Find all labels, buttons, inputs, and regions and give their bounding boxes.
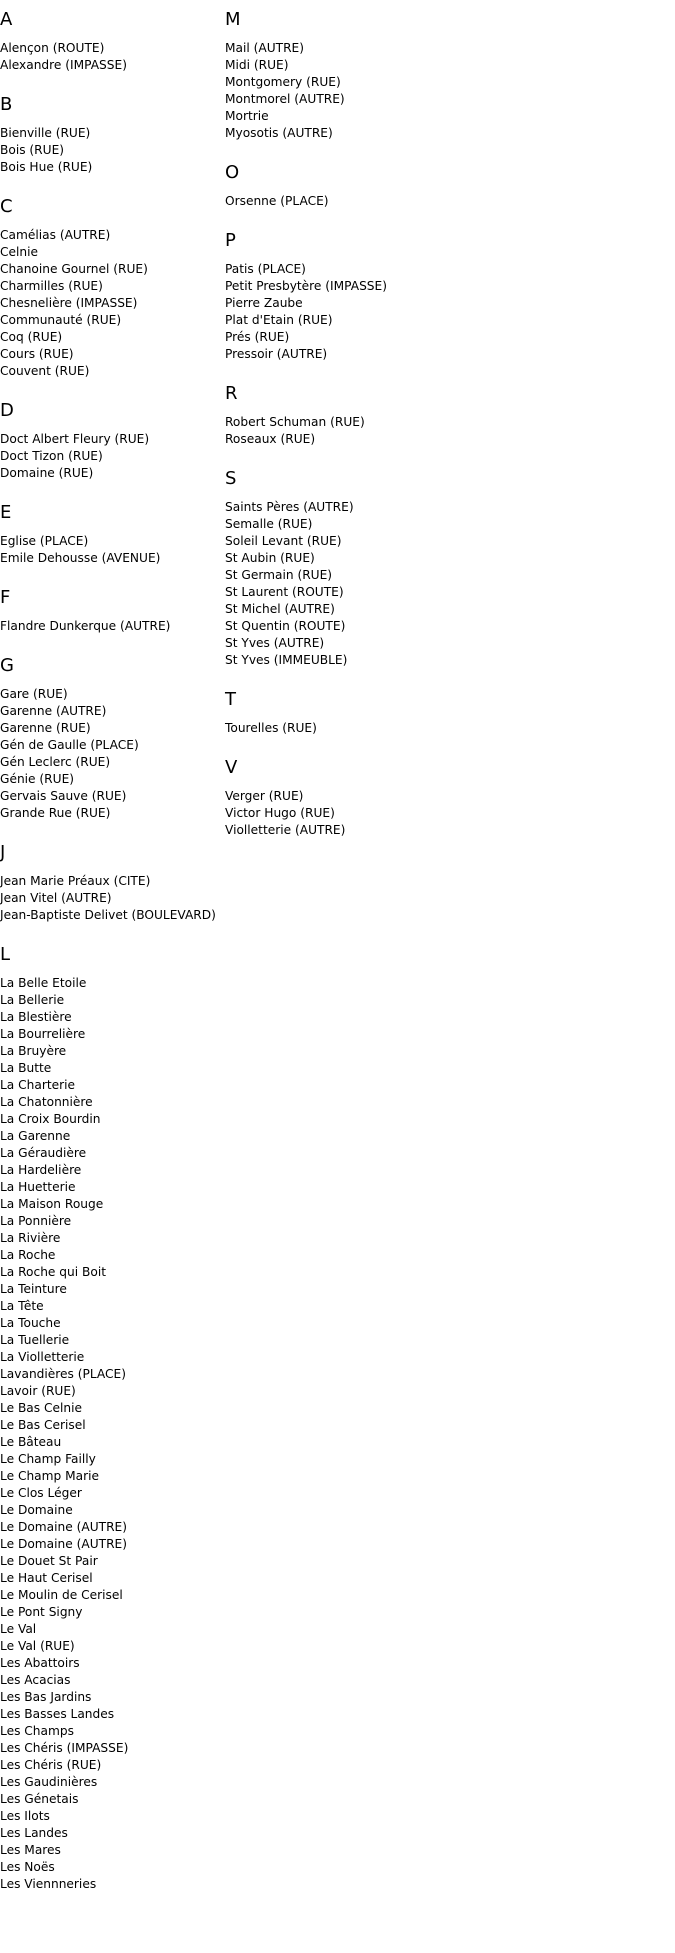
section-spacer	[0, 482, 220, 502]
street-link[interactable]: Les Chéris (IMPASSE)	[0, 1741, 129, 1755]
street-link[interactable]: Camélias (AUTRE)	[0, 228, 111, 242]
street-link[interactable]: La Chatonnière	[0, 1095, 93, 1109]
section-spacer	[225, 448, 445, 468]
street-link[interactable]: Gén Leclerc (RUE)	[0, 755, 111, 769]
section-letter-heading: J	[0, 842, 6, 863]
street-link[interactable]: Garenne (AUTRE)	[0, 704, 107, 718]
street-link[interactable]: Bois Hue (RUE)	[0, 160, 93, 174]
street-link[interactable]: Gare (RUE)	[0, 687, 68, 701]
section-letter-heading: B	[0, 94, 13, 115]
street-link[interactable]: Montgomery (RUE)	[225, 75, 341, 89]
section-spacer	[0, 924, 220, 944]
street-link[interactable]: Gén de Gaulle (PLACE)	[0, 738, 139, 752]
section-spacer	[225, 669, 445, 689]
letter-section-m	[225, 9, 445, 142]
street-link[interactable]: Chanoine Gournel (RUE)	[0, 262, 148, 276]
street-link[interactable]: Eglise (PLACE)	[0, 534, 89, 548]
letter-section-c	[0, 196, 220, 380]
street-link[interactable]: Génie (RUE)	[0, 772, 75, 786]
street-link[interactable]: Doct Albert Fleury (RUE)	[0, 432, 150, 446]
street-link[interactable]: La Touche	[0, 1316, 61, 1330]
street-link[interactable]: Lavoir (RUE)	[0, 1384, 76, 1398]
letter-section-f	[0, 587, 220, 635]
street-link[interactable]: St Yves (AUTRE)	[225, 636, 325, 650]
street-link[interactable]: Les Chéris (RUE)	[0, 1758, 102, 1772]
street-link[interactable]: Le Champ Marie	[0, 1469, 100, 1483]
street-link[interactable]: St Quentin (ROUTE)	[225, 619, 346, 633]
street-link[interactable]: La Croix Bourdin	[0, 1112, 101, 1126]
letter-section-p	[225, 230, 445, 363]
street-link[interactable]: La Bellerie	[0, 993, 65, 1007]
section-spacer	[225, 737, 445, 757]
street-link[interactable]: Le Douet St Pair	[0, 1554, 98, 1568]
street-link[interactable]: St Laurent (ROUTE)	[225, 585, 344, 599]
street-link[interactable]: Doct Tizon (RUE)	[0, 449, 103, 463]
street-link[interactable]: La Roche	[0, 1248, 56, 1262]
street-link[interactable]: Flandre Dunkerque (AUTRE)	[0, 619, 171, 633]
street-link[interactable]: Mail (AUTRE)	[225, 41, 305, 55]
section-letter-heading: F	[0, 587, 11, 608]
street-link[interactable]: Le Bas Cerisel	[0, 1418, 86, 1432]
street-link[interactable]: Petit Presbytère (IMPASSE)	[225, 279, 387, 293]
street-link[interactable]: La Huetterie	[0, 1180, 76, 1194]
section-spacer	[0, 176, 220, 196]
section-spacer	[0, 567, 220, 587]
section-letter-heading: M	[225, 9, 241, 30]
street-link[interactable]: La Ponnière	[0, 1214, 72, 1228]
street-link[interactable]: Saints Pères (AUTRE)	[225, 500, 354, 514]
street-link[interactable]: La Violletterie	[0, 1350, 85, 1364]
section-letter-heading: V	[225, 757, 238, 778]
letter-section-j	[0, 842, 220, 924]
street-link[interactable]: La Bourrelière	[0, 1027, 86, 1041]
section-letter-heading: C	[0, 196, 13, 217]
street-link[interactable]: Victor Hugo (RUE)	[225, 806, 335, 820]
street-link[interactable]: Les Landes	[0, 1826, 68, 1840]
street-link[interactable]: Les Bas Jardins	[0, 1690, 92, 1704]
street-link[interactable]: Le Domaine (AUTRE)	[0, 1520, 127, 1534]
street-link[interactable]: St Michel (AUTRE)	[225, 602, 335, 616]
section-spacer	[225, 142, 445, 162]
section-letter-heading: O	[225, 162, 240, 183]
letter-section-o	[225, 162, 445, 210]
street-link[interactable]: Les Génetais	[0, 1792, 79, 1806]
street-link[interactable]: Robert Schuman (RUE)	[225, 415, 365, 429]
street-link[interactable]: La Belle Etoile	[0, 976, 87, 990]
section-spacer	[0, 822, 220, 842]
street-link[interactable]: Les Ilots	[0, 1809, 50, 1823]
street-link[interactable]: Les Mares	[0, 1843, 61, 1857]
street-link[interactable]: Alexandre (IMPASSE)	[0, 58, 127, 72]
street-link[interactable]: La Tuellerie	[0, 1333, 70, 1347]
street-link[interactable]: Tourelles (RUE)	[225, 721, 317, 735]
letter-section-e	[0, 502, 220, 567]
street-link[interactable]: Bois (RUE)	[0, 143, 65, 157]
street-link[interactable]: La Rivière	[0, 1231, 61, 1245]
street-link[interactable]: Communauté (RUE)	[0, 313, 122, 327]
street-link[interactable]: Le Champ Failly	[0, 1452, 96, 1466]
street-link[interactable]: Roseaux (RUE)	[225, 432, 316, 446]
letter-section-v	[225, 757, 445, 839]
street-link[interactable]: La Teinture	[0, 1282, 67, 1296]
street-link[interactable]: La Charterie	[0, 1078, 76, 1092]
street-link[interactable]: La Roche qui Boit	[0, 1265, 107, 1279]
section-spacer	[0, 380, 220, 400]
street-link[interactable]: Le Domaine	[0, 1503, 73, 1517]
street-link[interactable]: Soleil Levant (RUE)	[225, 534, 342, 548]
street-link[interactable]: Le Clos Léger	[0, 1486, 82, 1500]
section-letter-heading: D	[0, 400, 14, 421]
street-link[interactable]: Jean Marie Préaux (CITE)	[0, 874, 151, 888]
street-link[interactable]: Jean Vitel (AUTRE)	[0, 891, 112, 905]
street-link[interactable]: Bienville (RUE)	[0, 126, 91, 140]
letter-section-d	[0, 400, 220, 482]
street-link[interactable]: Lavandières (PLACE)	[0, 1367, 127, 1381]
street-link[interactable]: St Yves (IMMEUBLE)	[225, 653, 348, 667]
street-link[interactable]: La Blestière	[0, 1010, 72, 1024]
street-link[interactable]: La Tête	[0, 1299, 44, 1313]
street-link[interactable]: La Hardelière	[0, 1163, 82, 1177]
street-link[interactable]: Alençon (ROUTE)	[0, 41, 105, 55]
street-link[interactable]: Les Abattoirs	[0, 1656, 80, 1670]
street-link[interactable]: Montmorel (AUTRE)	[225, 92, 345, 106]
street-link[interactable]: Semalle (RUE)	[225, 517, 313, 531]
street-link[interactable]: Cours (RUE)	[0, 347, 74, 361]
section-letter-heading: T	[225, 689, 236, 710]
street-link[interactable]: Les Noës	[0, 1860, 55, 1874]
section-letter-heading: L	[0, 944, 11, 965]
street-link[interactable]: Le Val (RUE)	[0, 1639, 75, 1653]
street-link[interactable]: Myosotis (AUTRE)	[225, 126, 333, 140]
section-spacer	[0, 74, 220, 94]
street-link[interactable]: Garenne (RUE)	[0, 721, 91, 735]
street-link[interactable]: Le Pont Signy	[0, 1605, 83, 1619]
section-letter-heading: E	[0, 502, 12, 523]
section-letter-heading: P	[225, 230, 236, 251]
street-link[interactable]: Midi (RUE)	[225, 58, 289, 72]
section-letter-heading: A	[0, 9, 13, 30]
letter-section-r	[225, 383, 445, 448]
section-spacer	[225, 210, 445, 230]
street-link[interactable]: Les Acacias	[0, 1673, 71, 1687]
letter-section-s	[225, 468, 445, 669]
section-spacer	[0, 635, 220, 655]
street-link[interactable]: Plat d'Etain (RUE)	[225, 313, 333, 327]
street-link[interactable]: Violletterie (AUTRE)	[225, 823, 346, 837]
street-link[interactable]: Les Basses Landes	[0, 1707, 115, 1721]
letter-section-g	[0, 655, 220, 822]
street-link[interactable]: Verger (RUE)	[225, 789, 304, 803]
street-index-left-column	[0, 9, 220, 1893]
street-link[interactable]: Le Domaine (AUTRE)	[0, 1537, 127, 1551]
street-link[interactable]: Patis (PLACE)	[225, 262, 306, 276]
section-letter-heading: G	[0, 655, 14, 676]
street-link[interactable]: Le Val	[0, 1622, 37, 1636]
section-letter-heading: R	[225, 383, 238, 404]
street-link[interactable]: Celnie	[0, 245, 39, 259]
street-link[interactable]: Pressoir (AUTRE)	[225, 347, 328, 361]
section-spacer	[225, 363, 445, 383]
street-link[interactable]: Orsenne (PLACE)	[225, 194, 329, 208]
street-index-right-column	[225, 9, 445, 839]
street-link[interactable]: Coq (RUE)	[0, 330, 63, 344]
street-link[interactable]: Prés (RUE)	[225, 330, 290, 344]
street-link[interactable]: La Garenne	[0, 1129, 71, 1143]
street-link[interactable]: Les Champs	[0, 1724, 74, 1738]
street-link[interactable]: Les Viennneries	[0, 1877, 97, 1891]
street-link[interactable]: Charmilles (RUE)	[0, 279, 103, 293]
street-link[interactable]: Le Haut Cerisel	[0, 1571, 93, 1585]
street-link[interactable]: Gervais Sauve (RUE)	[0, 789, 127, 803]
street-link[interactable]: Pierre Zaube	[225, 296, 303, 310]
letter-section-b	[0, 94, 220, 176]
street-link[interactable]: Emile Dehousse (AVENUE)	[0, 551, 161, 565]
street-link[interactable]: Le Bas Celnie	[0, 1401, 83, 1415]
street-link[interactable]: Les Gaudinières	[0, 1775, 98, 1789]
street-link[interactable]: La Géraudière	[0, 1146, 87, 1160]
street-link[interactable]: Le Bâteau	[0, 1435, 62, 1449]
letter-section-a	[0, 9, 220, 74]
street-link[interactable]: St Germain (RUE)	[225, 568, 333, 582]
street-link[interactable]: Domaine (RUE)	[0, 466, 94, 480]
letter-section-t	[225, 689, 445, 737]
street-link[interactable]: La Maison Rouge	[0, 1197, 104, 1211]
street-link[interactable]: La Bruyère	[0, 1044, 67, 1058]
letter-section-l	[0, 944, 220, 1893]
street-link[interactable]: St Aubin (RUE)	[225, 551, 315, 565]
street-link[interactable]: Mortrie	[225, 109, 269, 123]
section-letter-heading: S	[225, 468, 237, 489]
street-link[interactable]: Grande Rue (RUE)	[0, 806, 111, 820]
street-link[interactable]: Le Moulin de Cerisel	[0, 1588, 123, 1602]
street-link[interactable]: La Butte	[0, 1061, 52, 1075]
street-link[interactable]: Chesnelière (IMPASSE)	[0, 296, 138, 310]
street-link[interactable]: Jean-Baptiste Delivet (BOULEVARD)	[0, 908, 216, 922]
street-link[interactable]: Couvent (RUE)	[0, 364, 90, 378]
